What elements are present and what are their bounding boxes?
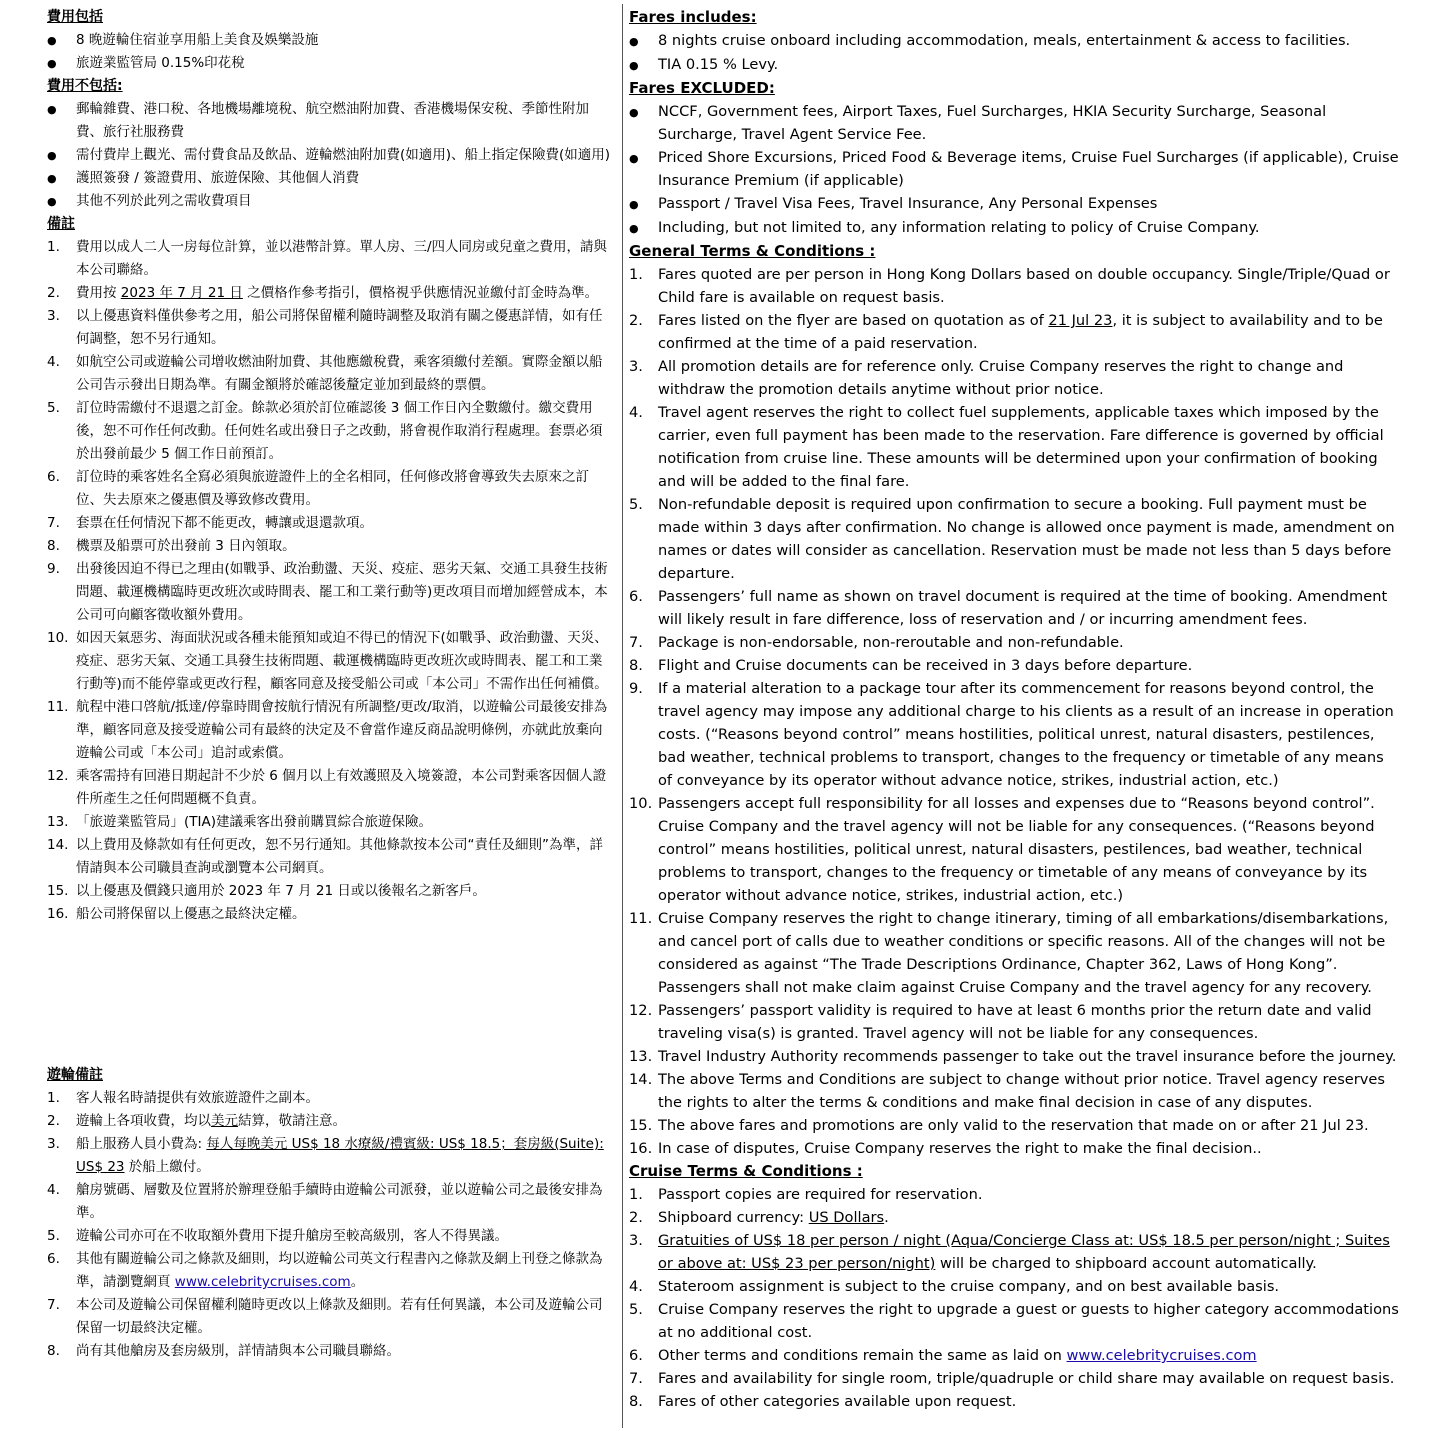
list-item: ● Including, but not limited to, any information relating to policy of Cruise Company. (629, 216, 1401, 240)
cruise-item: 7. 本公司及遊輪公司保留權利隨時更改以上條款及細則。若有任何異議，本公司及遊輪公司保留一切最終決定權。 (47, 1297, 603, 1336)
remark-item: 1. 費用以成人二人一房每位計算，並以港幣計算。單人房、三/四人同房或兒童之費用，請與本公司聯絡。 (47, 239, 608, 278)
bullet-icon (629, 216, 658, 240)
chinese-terms-column (47, 6, 615, 1363)
cruise-item: 3. 船上服務人員小費為: 每人每晚美元 US$ 18 水療級/禮賓級: US$ 18.5；套房級(Suite): US$ 23 於船上繳付。 (47, 1136, 604, 1175)
list-item: ● Priced Shore Excursions, Priced Food & Beverage items, Cruise Fuel Surcharges (if applicable), Cruise Insurance Premium (if applicable) (629, 146, 1401, 192)
remarks-heading-zh: 備註 (47, 216, 75, 232)
english-terms-column (629, 6, 1401, 1413)
cruise-item: 1. 客人報名時請提供有效旅遊證件之副本。 (47, 1090, 319, 1106)
bullet-icon (47, 52, 76, 75)
cruise-item: 2. Shipboard currency: US Dollars. (629, 1209, 889, 1226)
cruise-item: 5. Cruise Company reserves the right to upgrade a guest or guests to higher category accommodations at no additional cost. (629, 1301, 1399, 1341)
list-item: ● 護照簽發 / 簽證費用、旅遊保險、其他個人消費 (47, 167, 615, 190)
remark-item: 13. 「旅遊業監管局」(TIA)建議乘客出發前購買綜合旅遊保險。 (47, 814, 432, 830)
term-item: 12. Passengers’ passport validity is required to have at least 6 months prior the return date and valid traveling visa(s) is granted. Travel agency will not be liable for any consequences. (629, 1002, 1372, 1042)
remark-item: 2. 費用按 2023 年 7 月 21 日 之價格作參考指引，價格視乎供應情況並繳付訂金時為準。 (47, 285, 599, 301)
bullet-icon (629, 146, 658, 192)
list-item: ● 需付費岸上觀光、需付費食品及飲品、遊輪燃油附加費(如適用)、船上指定保險費(如適用) (47, 144, 615, 167)
cruise-terms-heading: Cruise Terms & Conditions : (629, 1162, 863, 1180)
term-item: 16. In case of disputes, Cruise Company reserves the right to make the final decision.. (629, 1140, 1262, 1157)
remark-item: 4. 如航空公司或遊輪公司增收燃油附加費、其他應繳稅費，乘客須繳付差額。實際金額以船公司告示發出日期為準。有關金額將於確認後釐定並加到最終的票價。 (47, 354, 603, 393)
remark-item: 9. 出發後因迫不得已之理由(如戰爭、政治動盪、天災、疫症、惡劣天氣、交通工具發生技術問題、載運機構臨時更改班次或時間表、罷工和工業行動等)更改項目而增加經營成本，本公司可向顧客徵收額外費用。 (47, 561, 608, 623)
cruise-item: 8. 尚有其他艙房及套房級別，詳情請與本公司職員聯絡。 (47, 1343, 400, 1359)
bullet-icon (47, 98, 76, 144)
list-item: ● 其他不列於此列之需收費項目 (47, 190, 615, 213)
cruise-item: 6. Other terms and conditions remain the same as laid on www.celebritycruises.com (629, 1347, 1257, 1364)
term-item: 9. If a material alteration to a package tour after its commencement for reasons beyond control, the travel agency may impose any additional charge to his clients as a result of an increase in operation costs. (“Reasons beyond control” means hostilities, political unrest, natural disasters, pestilences, bad weather, technical problems to transport, changes to the frequency or timetable of any means of conveyance by its operator without advance notice, strikes, industrial action, etc.) (629, 680, 1394, 789)
bullet-icon (47, 144, 76, 167)
list-item: ● TIA 0.15 % Levy. (629, 53, 1401, 77)
bullet-icon (629, 100, 658, 146)
bullet-icon (629, 53, 658, 77)
cruise-item: 1. Passport copies are required for reservation. (629, 1186, 983, 1203)
bullet-icon (629, 29, 658, 53)
term-item: 3. All promotion details are for reference only. Cruise Company reserves the right to change and withdraw the promotion details anytime without prior notice. (629, 358, 1344, 398)
term-item: 13. Travel Industry Authority recommends passenger to take out the travel insurance before the journey. (629, 1048, 1397, 1065)
remark-item: 16. 船公司將保留以上優惠之最終決定權。 (47, 906, 306, 922)
list-item: ● 旅遊業監管局 0.15%印花稅 (47, 52, 615, 75)
remark-item: 15. 以上優惠及價錢只適用於 2023 年 7 月 21 日或以後報名之新客戶。 (47, 883, 486, 899)
quote-date-en: 21 Jul 23 (1048, 312, 1113, 329)
quote-date-zh: 2023 年 7 月 21 日 (120, 285, 243, 301)
remark-item: 3. 以上優惠資料僅供參考之用，船公司將保留權利隨時調整及取消有關之優惠詳情，如有任何調整，恕不另行通知。 (47, 308, 603, 347)
cruise-item: 4. 艙房號碼、層數及位置將於辦理登船手續時由遊輪公司派發，並以遊輪公司之最後安排為準。 (47, 1182, 603, 1221)
list-item: ● 8 nights cruise onboard including accommodation, meals, entertainment & access to facilities. (629, 29, 1401, 53)
term-item: 15. The above fares and promotions are only valid to the reservation that made on or after 21 Jul 23. (629, 1117, 1369, 1134)
fare-excludes-heading-zh: 費用不包括: (47, 78, 123, 94)
celebrity-link-en[interactable]: www.celebritycruises.com (1066, 1347, 1257, 1364)
remark-item: 11. 航程中港口啓航/抵達/停靠時間會按航行情況有所調整/更改/取消，以遊輪公司最後安排為準，顧客同意及接受遊輪公司有最終的決定及不會當作違反商品說明條例，亦就此放棄向遊輪公司或「本公司」追討或索償。 (47, 699, 608, 761)
cruise-item: 6. 其他有關遊輪公司之條款及細則，均以遊輪公司英文行程書內之條款及網上刊登之條款為準，請瀏覽網頁 www.celebritycruises.com。 (47, 1251, 603, 1290)
term-item: 10. Passengers accept full responsibility for all losses and expenses due to “Reasons beyond control”. Cruise Company and the travel agency will not be liable for any consequences. (“Reasons beyond control” means hostilities, political unrest, natural disasters, pestilences, bad weather, technical problems to transport, changes to the frequency or timetable of any means of conveyance by its operator without advance notice, strikes, industrial action, etc.) (629, 795, 1375, 904)
list-item: ● 郵輪雜費、港口稅、各地機場離境稅、航空燃油附加費、香港機場保安稅、季節性附加費、旅行社服務費 (47, 98, 615, 144)
cruise-item: 3. Gratuities of US$ 18 per person / night (Aqua/Concierge Class at: US$ 18.5 per person/night ; Suites or above at: US$ 23 per person/night) will be charged to shipboard account automatically. (629, 1232, 1390, 1272)
term-item: 11. Cruise Company reserves the right to change itinerary, timing of all embarkations/disembarkations, and cancel port of calls due to weather conditions or specific reasons. All of the changes will not be considered as against “The Trade Descriptions Ordinance, Chapter 362, Laws of Hong Kong”. Passengers shall not make claim against Cruise Company and the travel agency for any recovery. (629, 910, 1389, 996)
remark-item: 8. 機票及船票可於出發前 3 日內領取。 (47, 538, 296, 554)
cruise-item: 2. 遊輪上各項收費，均以美元結算，敬請注意。 (47, 1113, 346, 1129)
cruise-remarks-heading-zh: 遊輪備註 (47, 1067, 103, 1083)
bullet-icon (629, 192, 658, 216)
fare-excludes-heading-en: Fares EXCLUDED: (629, 79, 775, 97)
bullet-icon (47, 190, 76, 213)
term-item: 7. Package is non-endorsable, non-reroutable and non-refundable. (629, 634, 1124, 651)
cruise-item: 8. Fares of other categories available upon request. (629, 1393, 1017, 1410)
column-divider (622, 4, 623, 1428)
list-item: ● Passport / Travel Visa Fees, Travel Insurance, Any Personal Expenses (629, 192, 1401, 216)
general-terms-heading: General Terms & Conditions : (629, 242, 876, 260)
list-item: ● 8 晚遊輪住宿並享用船上美食及娛樂設施 (47, 29, 615, 52)
term-item: 4. Travel agent reserves the right to collect fuel supplements, applicable taxes which imposed by the carrier, even full payment has been made to the reservation. Fare difference is governed by official notification from cruise line. These amounts will be determined upon your confirmation of booking and will be added to the final fare. (629, 404, 1384, 490)
remark-item: 7. 套票在任何情況下都不能更改，轉讓或退還款項。 (47, 515, 373, 531)
celebrity-link-zh[interactable]: www.celebritycruises.com (174, 1274, 351, 1290)
term-item: 8. Flight and Cruise documents can be received in 3 days before departure. (629, 657, 1193, 674)
fare-includes-heading-zh: 費用包括 (47, 9, 103, 25)
cruise-item: 4. Stateroom assignment is subject to the cruise company, and on best available basis. (629, 1278, 1280, 1295)
cruise-item: 7. Fares and availability for single room, triple/quadruple or child share may available on request basis. (629, 1370, 1395, 1387)
remark-item: 5. 訂位時需繳付不退還之訂金。餘款必須於訂位確認後 3 個工作日內全數繳付。繳交費用後，恕不可作任何改動。任何姓名或出發日子之改動，將會視作取消行程處理。套票必須於出發前最少 5 個工作日前預訂。 (47, 400, 603, 462)
list-item: ● NCCF, Government fees, Airport Taxes, Fuel Surcharges, HKIA Security Surcharge, Seasonal Surcharge, Travel Agent Service Fee. (629, 100, 1401, 146)
term-item: 2. Fares listed on the flyer are based on quotation as of 21 Jul 23, it is subject to availability and to be confirmed at the time of a paid reservation. (629, 312, 1383, 352)
term-item: 14. The above Terms and Conditions are subject to change without prior notice. Travel agency reserves the rights to alter the terms & conditions and make final decision in case of any disputes. (629, 1071, 1386, 1111)
remark-item: 6. 訂位時的乘客姓名全寫必須與旅遊證件上的全名相同，任何修改將會導致失去原來之訂位、失去原來之優惠價及導致修改費用。 (47, 469, 589, 508)
term-item: 1. Fares quoted are per person in Hong Kong Dollars based on double occupancy. Single/Triple/Quad or Child fare is available on request basis. (629, 266, 1390, 306)
fare-includes-heading-en: Fares includes: (629, 8, 757, 26)
term-item: 6. Passengers’ full name as shown on travel document is required at the time of booking. Amendment will likely result in fare difference, loss of reservation and / or incurring amendment fees. (629, 588, 1388, 628)
term-item: 5. Non-refundable deposit is required upon confirmation to secure a booking. Full payment must be made within 3 days after confirmation. No change is allowed once payment is made, amendment on names or dates will consider as cancellation. Reservation must be made not less than 5 days before departure. (629, 496, 1395, 582)
remark-item: 10. 如因天氣惡劣、海面狀況或各種未能預知或迫不得已的情況下(如戰爭、政治動盪、天災、疫症、惡劣天氣、交通工具發生技術問題、載運機構臨時更改班次或時間表、罷工和工業行動等)而不能停靠或更改行程，顧客同意及接受船公司或「本公司」不需作出任何補償。 (47, 630, 608, 692)
bullet-icon (47, 167, 76, 190)
remark-item: 12. 乘客需持有回港日期起計不少於 6 個月以上有效護照及入境簽證，本公司對乘客因個人證件所產生之任何問題概不負責。 (47, 768, 607, 807)
remark-item: 14. 以上費用及條款如有任何更改，恕不另行通知。其他條款按本公司“責任及細則”為準，詳情請與本公司職員查詢或瀏覽本公司網頁。 (47, 837, 603, 876)
cruise-item: 5. 遊輪公司亦可在不收取額外費用下提升艙房至較高級別，客人不得異議。 (47, 1228, 508, 1244)
bullet-icon (47, 29, 76, 52)
